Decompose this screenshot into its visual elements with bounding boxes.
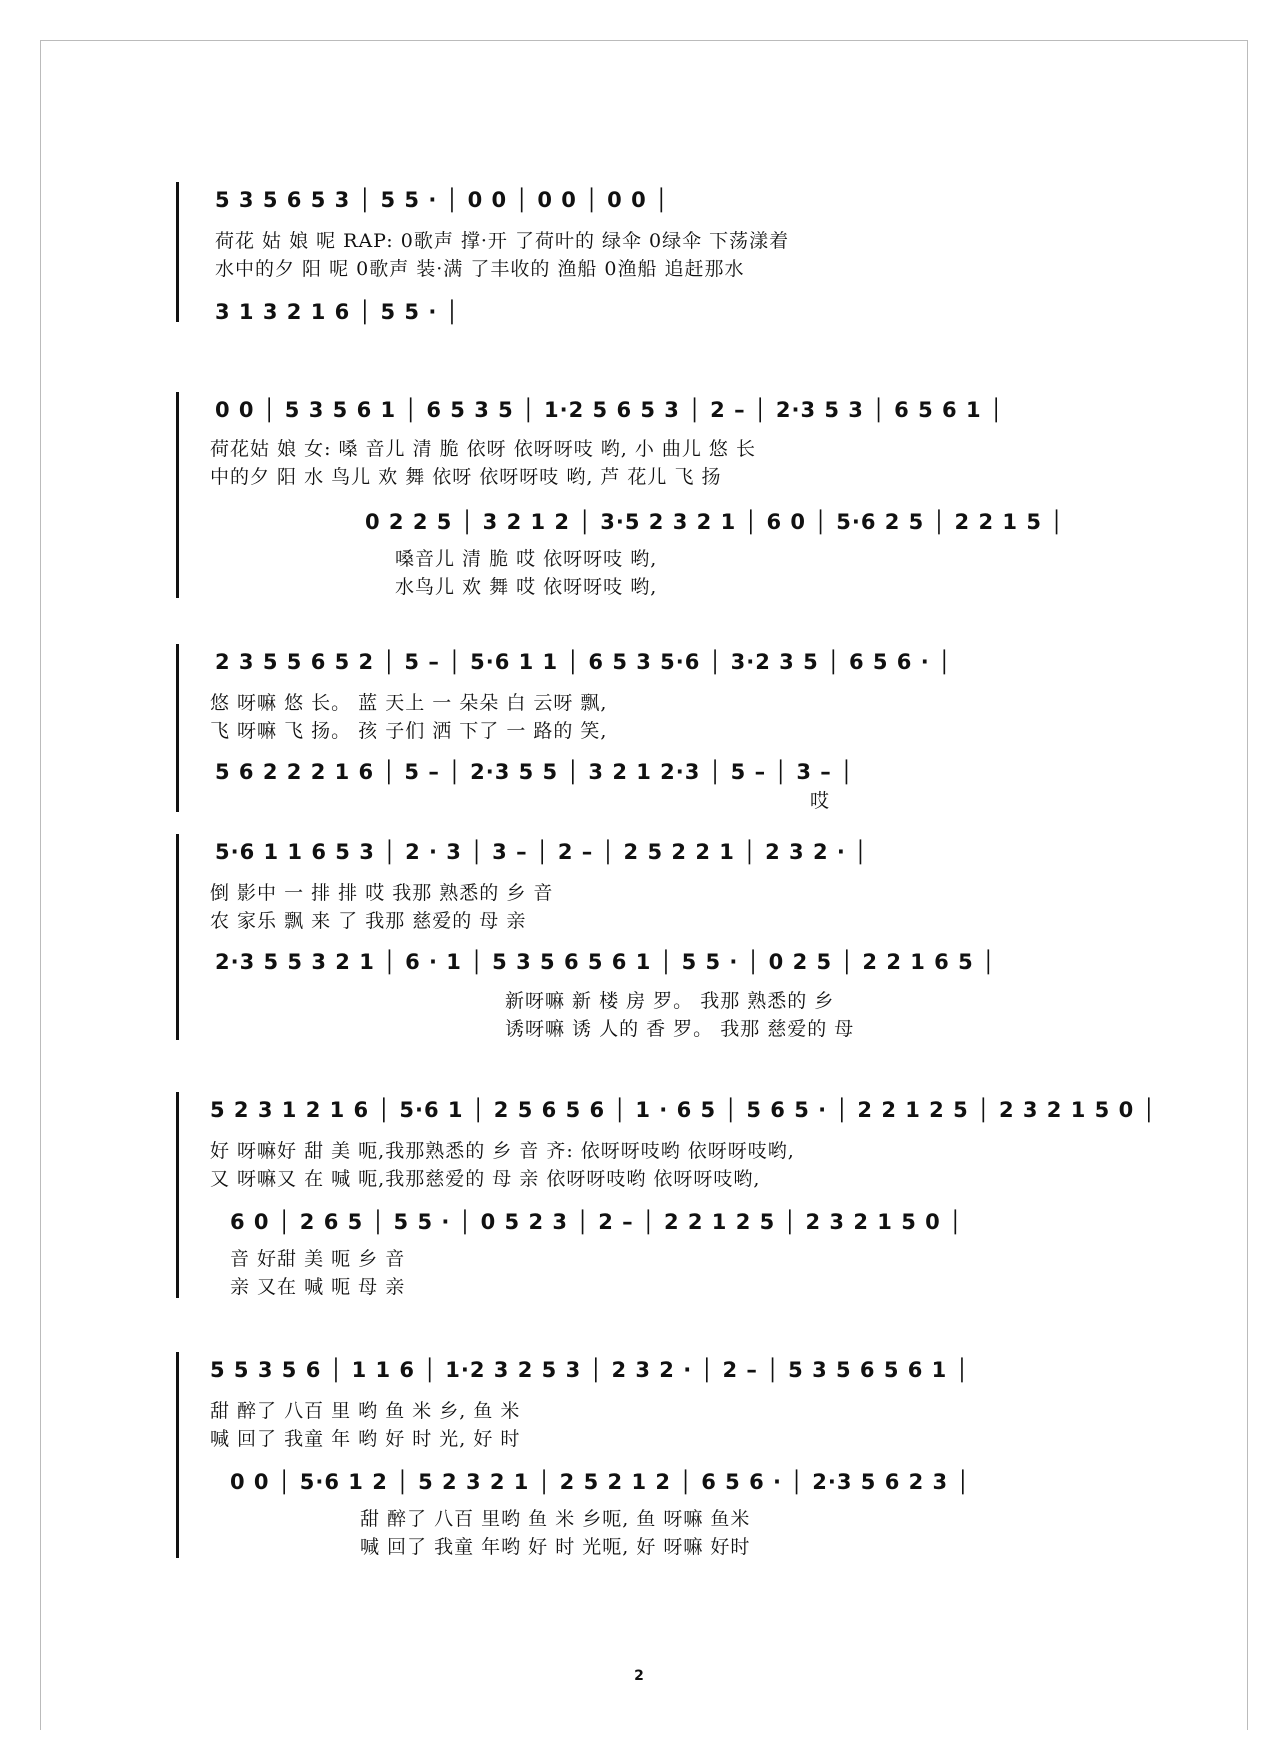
lyric-line: 喊 回了 我童 年 哟 好 时 光, 好 时 [210, 1428, 521, 1450]
notation-line: 5 6 2 2 2 1 6 │ 5 – │ 2·3 5 5 │ 3 2 1 2·3 │ 5 – │ 3 – │ [215, 760, 854, 784]
lyric-line: 荷花 姑 娘 呢 RAP: 0歌声 撑·开 了荷叶的 绿伞 0绿伞 下荡漾着 [215, 230, 790, 252]
system-brace [176, 1352, 183, 1558]
notation-line: 2 3 5 5 6 5 2 │ 5 – │ 5·6 1 1 │ 6 5 3 5·6 │ 3·2 3 5 │ 6 5 6 · │ [215, 650, 952, 674]
lyric-line: 倒 影中 一 排 排 哎 我那 熟悉的 乡 音 [210, 882, 554, 904]
lyric-line: 荷花姑 娘 女: 嗓 音儿 清 脆 依呀 依呀呀吱 哟, 小 曲儿 悠 长 [210, 438, 756, 460]
system-brace [176, 392, 183, 598]
lyric-line: 甜 醉了 八百 里 哟 鱼 米 乡, 鱼 米 [210, 1400, 521, 1422]
lyric-line: 飞 呀嘛 飞 扬。 孩 子们 洒 下了 一 路的 笑, [210, 720, 608, 742]
lyric-line: 亲 又在 喊 呃 母 亲 [230, 1276, 406, 1298]
notation-line: 5 2 3 1 2 1 6 │ 5·6 1 │ 2 5 6 5 6 │ 1 · 6 5 │ 5 6 5 · │ 2 2 1 2 5 │ 2 3 2 1 5 0 │ [210, 1098, 1157, 1122]
notation-line: 0 2 2 5 │ 3 2 1 2 │ 3·5 2 3 2 1 │ 6 0 │ 5·6 2 5 │ 2 2 1 5 │ [365, 510, 1064, 534]
notation-line: 5 3 5 6 5 3 │ 5 5 · │ 0 0 │ 0 0 │ 0 0 │ [215, 188, 669, 212]
lyric-line: 新呀嘛 新 楼 房 罗。 我那 熟悉的 乡 [505, 990, 835, 1012]
notation-line: 3 1 3 2 1 6 │ 5 5 · │ [215, 300, 460, 324]
lyric-line: 又 呀嘛又 在 喊 呃,我那慈爱的 母 亲 依呀呀吱哟 依呀呀吱哟, [210, 1168, 761, 1190]
lyric-line: 农 家乐 飘 来 了 我那 慈爱的 母 亲 [210, 910, 527, 932]
lyric-line: 水鸟儿 欢 舞 哎 依呀呀吱 哟, [395, 576, 658, 598]
notation-line: 2·3 5 5 3 2 1 │ 6 · 1 │ 5 3 5 6 5 6 1 │ 5 5 · │ 0 2 5 │ 2 2 1 6 5 │ [215, 950, 996, 974]
lyric-line: 悠 呀嘛 悠 长。 蓝 天上 一 朵朵 白 云呀 飘, [210, 692, 608, 714]
notation-line: 0 0 │ 5·6 1 2 │ 5 2 3 2 1 │ 2 5 2 1 2 │ 6 5 6 · │ 2·3 5 6 2 3 │ [230, 1470, 971, 1494]
system-brace [176, 1092, 183, 1298]
lyric-line: 诱呀嘛 诱 人的 香 罗。 我那 慈爱的 母 [505, 1018, 855, 1040]
notation-line: 6 0 │ 2 6 5 │ 5 5 · │ 0 5 2 3 │ 2 – │ 2 2 1 2 5 │ 2 3 2 1 5 0 │ [230, 1210, 963, 1234]
lyric-line: 嗓音儿 清 脆 哎 依呀呀吱 哟, [395, 548, 658, 570]
system-brace [176, 644, 183, 812]
system-brace [176, 834, 183, 1040]
system-brace [176, 182, 183, 322]
notation-line: 5·6 1 1 6 5 3 │ 2 · 3 │ 3 – │ 2 – │ 2 5 2 2 1 │ 2 3 2 · │ [215, 840, 868, 864]
lyric-line: 中的夕 阳 水 鸟儿 欢 舞 依呀 依呀呀吱 哟, 芦 花儿 飞 扬 [210, 466, 722, 488]
lyric-line: 音 好甜 美 呃 乡 音 [230, 1248, 406, 1270]
lyric-line: 好 呀嘛好 甜 美 呃,我那熟悉的 乡 音 齐: 依呀呀吱哟 依呀呀吱哟, [210, 1140, 795, 1162]
lyric-line: 喊 回了 我童 年哟 好 时 光呃, 好 呀嘛 好时 [360, 1536, 751, 1558]
notation-line: 5 5 3 5 6 │ 1 1 6 │ 1·2 3 2 5 3 │ 2 3 2 · │ 2 – │ 5 3 5 6 5 6 1 │ [210, 1358, 970, 1382]
page-number: 2 [634, 1668, 644, 1684]
lyric-line: 水中的夕 阳 呢 0歌声 装·满 了丰收的 渔船 0渔船 追赶那水 [215, 258, 745, 280]
lyric-line: 甜 醉了 八百 里哟 鱼 米 乡呃, 鱼 呀嘛 鱼米 [360, 1508, 751, 1530]
notation-line: 0 0 │ 5 3 5 6 1 │ 6 5 3 5 │ 1·2 5 6 5 3 │ 2 – │ 2·3 5 3 │ 6 5 6 1 │ [215, 398, 1004, 422]
lyric-line: 哎 [810, 790, 831, 812]
